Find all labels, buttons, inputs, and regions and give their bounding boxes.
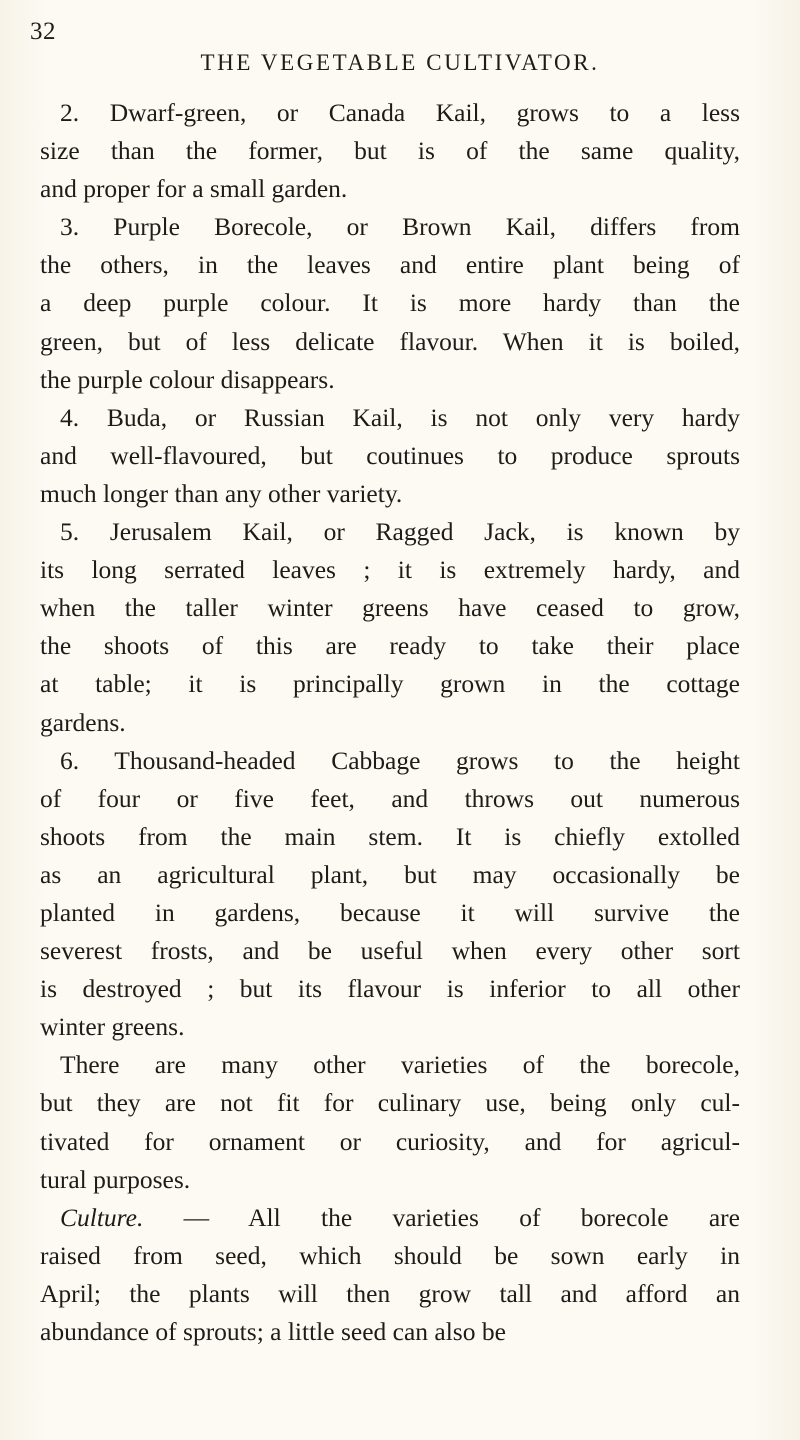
- text-line-content: winter greens.: [40, 1012, 185, 1042]
- text-line-content: its long serrated leaves ; it is extremely hardy, and: [40, 555, 740, 585]
- text-line-content: 4. Buda, or Russian Kail, is not only very hardy: [60, 402, 740, 432]
- text-line: [40, 665, 740, 703]
- text-line: [40, 627, 740, 665]
- text-line: [40, 1008, 740, 1046]
- page-number: 32: [30, 18, 56, 45]
- body-text: [40, 94, 740, 1351]
- text-line-content: shoots from the main stem. It is chiefly extolled: [40, 821, 740, 851]
- text-line-content: 6. Thousand-headed Cabbage grows to the height: [60, 745, 740, 775]
- text-line-content: and proper for a small garden.: [40, 174, 348, 204]
- text-line: [40, 1084, 740, 1122]
- text-line: [40, 323, 740, 361]
- text-line-content: as an agricultural plant, but may occasionally be: [40, 859, 740, 889]
- text-line: [40, 551, 740, 589]
- text-line-content: raised from seed, which should be sown early in: [40, 1240, 740, 1270]
- text-line-content: a deep purple colour. It is more hardy than the: [40, 288, 740, 318]
- text-line: [40, 94, 740, 132]
- text-line: [40, 284, 740, 322]
- text-line-content: 5. Jerusalem Kail, or Ragged Jack, is known by: [60, 517, 740, 547]
- text-line-content: but they are not fit for culinary use, being only cul-: [40, 1088, 740, 1118]
- text-line: [40, 1046, 740, 1084]
- text-line: [40, 818, 740, 856]
- text-line-content: tural purposes.: [40, 1164, 191, 1194]
- text-line-content: the others, in the leaves and entire plant being of: [40, 250, 740, 280]
- text-line: [40, 246, 740, 284]
- text-line-content: tivated for ornament or curiosity, and for agricul-: [40, 1126, 740, 1156]
- text-line-content: planted in gardens, because it will survive the: [40, 897, 740, 927]
- text-line: [40, 399, 740, 437]
- text-line: [40, 1275, 740, 1313]
- text-line-content: 3. Purple Borecole, or Brown Kail, differs from: [60, 212, 740, 242]
- text-line-content: the shoots of this are ready to take their place: [40, 631, 740, 661]
- text-line: [40, 1237, 740, 1275]
- text-line: [40, 1161, 740, 1199]
- text-line-content: is destroyed ; but its flavour is inferior to all other: [40, 974, 740, 1004]
- text-line-content: gardens.: [40, 707, 126, 737]
- text-line: [40, 1313, 740, 1351]
- text-line-content: of four or five feet, and throws out numerous: [40, 783, 740, 813]
- text-line: [40, 894, 740, 932]
- text-line: [40, 437, 740, 475]
- text-line: [40, 742, 740, 780]
- text-line-content: and well-flavoured, but coutinues to produce sprouts: [40, 440, 740, 470]
- section-heading-culture: Culture.: [60, 1202, 144, 1232]
- text-line-content: There are many other varieties of the borecole,: [60, 1050, 740, 1080]
- running-head: THE VEGETABLE CULTIVATOR.: [200, 50, 600, 75]
- text-line-content: abundance of sprouts; a little seed can also be: [40, 1317, 506, 1346]
- text-line-content: the purple colour disappears.: [40, 364, 335, 394]
- text-line-content: severest frosts, and be useful when every other sort: [40, 936, 740, 966]
- text-line-content: 2. Dwarf-green, or Canada Kail, grows to a less: [60, 98, 740, 127]
- text-line-content: April; the plants will then grow tall and afford an: [40, 1278, 740, 1308]
- text-line: [40, 780, 740, 818]
- text-line: [40, 1199, 740, 1237]
- text-line: [40, 704, 740, 742]
- text-line-content: — All the varieties of borecole are: [143, 1202, 740, 1232]
- text-line: [40, 513, 740, 551]
- text-line: [40, 1123, 740, 1161]
- text-line: [40, 970, 740, 1008]
- text-line-content: when the taller winter greens have ceased to grow,: [40, 593, 740, 623]
- text-line: [40, 132, 740, 170]
- text-line: [40, 856, 740, 894]
- text-line: [40, 170, 740, 208]
- text-line: [40, 475, 740, 513]
- text-line: [40, 589, 740, 627]
- text-line-content: size than the former, but is of the same quality,: [40, 136, 740, 166]
- text-line-content: at table; it is principally grown in the cottage: [40, 669, 740, 699]
- text-line-content: green, but of less delicate flavour. When it is boiled,: [40, 326, 740, 356]
- text-line: [40, 932, 740, 970]
- text-line: [40, 208, 740, 246]
- text-line: [40, 361, 740, 399]
- text-line-content: much longer than any other variety.: [40, 478, 403, 508]
